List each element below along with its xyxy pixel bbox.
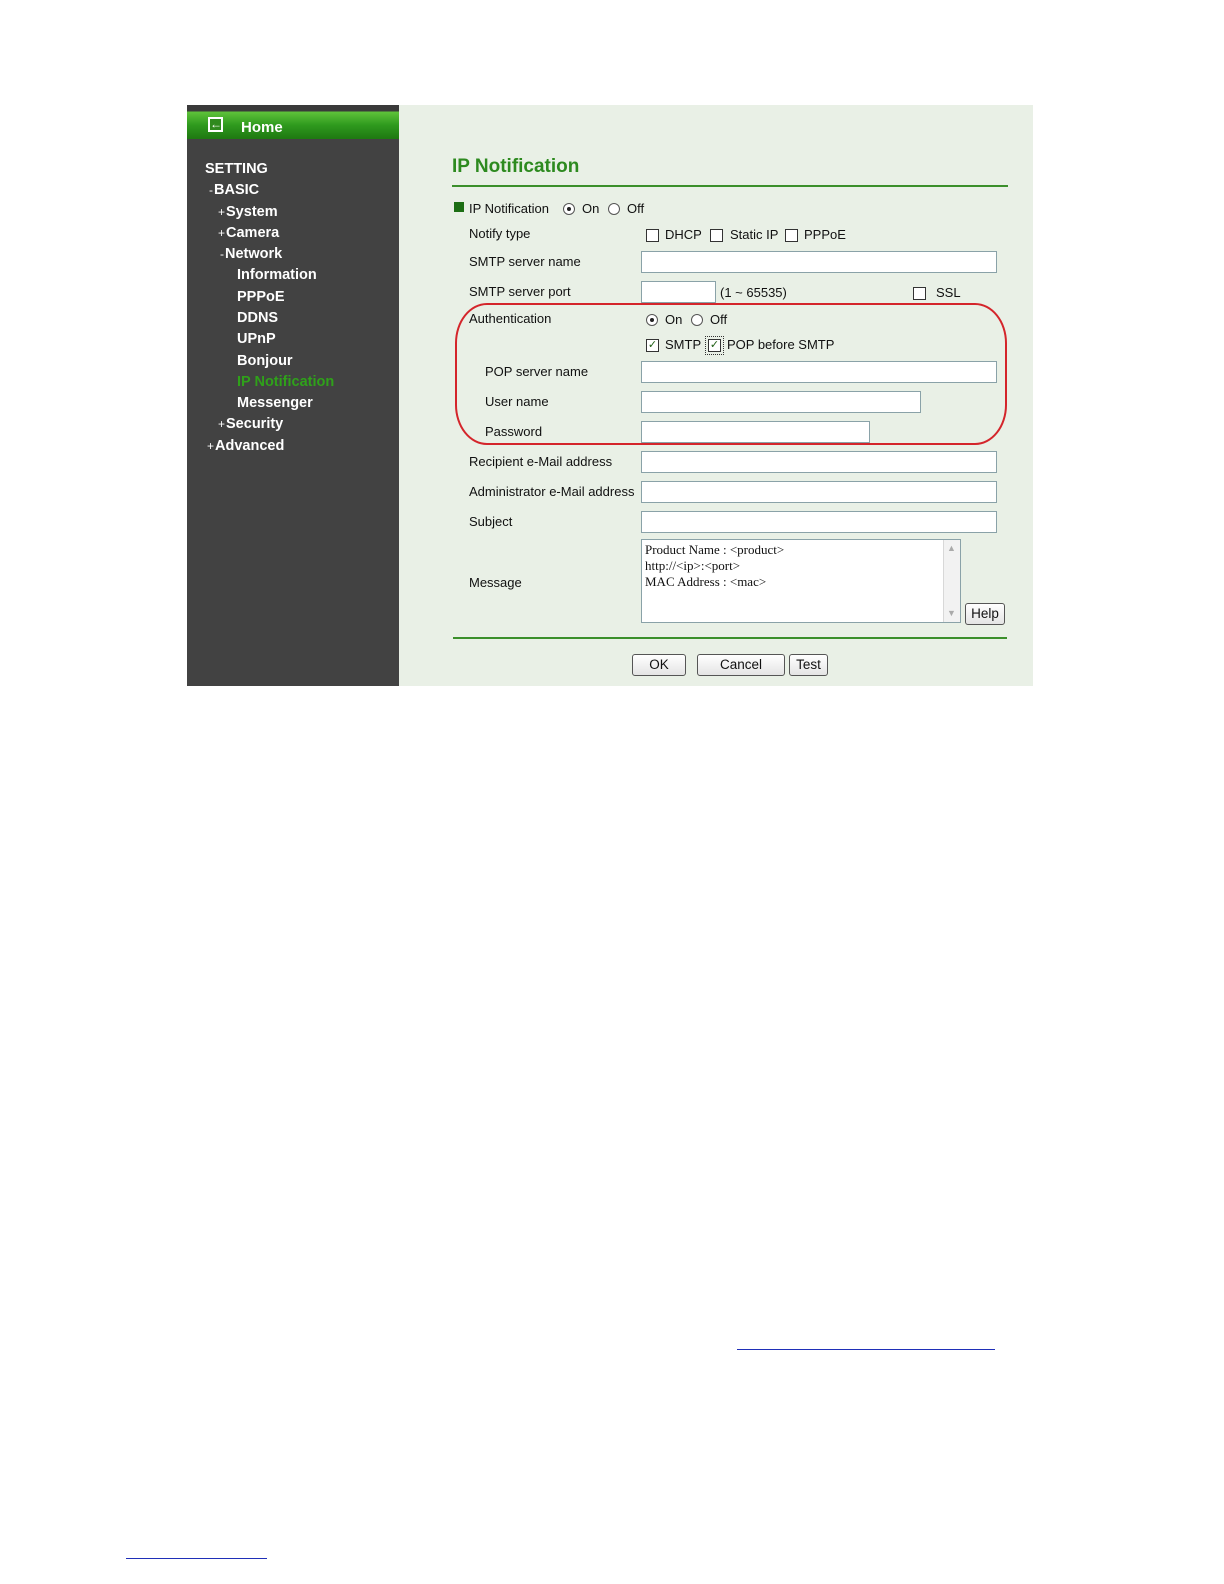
ip-notification-on-label: On — [582, 201, 600, 216]
sidebar-item-network[interactable]: -Network — [220, 246, 283, 262]
authentication-on-label: On — [665, 312, 683, 327]
sidebar-item-security[interactable]: +Security — [218, 416, 284, 432]
scroll-up-icon[interactable]: ▲ — [947, 543, 956, 553]
pppoe-checkbox[interactable] — [785, 229, 798, 242]
smtp-server-port-field[interactable] — [641, 281, 716, 303]
sidebar-item-advanced[interactable]: +Advanced — [207, 438, 285, 454]
sidebar-item-system[interactable]: +System — [218, 204, 278, 220]
authentication-label: Authentication — [469, 311, 552, 326]
recipient-email-field[interactable] — [641, 451, 997, 473]
ssl-checkbox[interactable] — [913, 287, 926, 300]
setting-heading: SETTING — [205, 161, 268, 177]
ok-button[interactable]: OK — [632, 654, 686, 676]
pop-before-smtp-label: POP before SMTP — [727, 337, 835, 352]
password-label: Password — [485, 424, 543, 439]
sidebar-item-pppoe[interactable]: PPPoE — [237, 289, 285, 305]
dhcp-checkbox[interactable] — [646, 229, 659, 242]
ssl-label: SSL — [936, 285, 961, 300]
sidebar-item-information[interactable]: Information — [237, 267, 317, 283]
ip-notification-on-radio[interactable] — [563, 203, 575, 215]
smtp-auth-label: SMTP — [665, 337, 702, 352]
smtp-auth-checkbox[interactable]: ✓ — [647, 339, 658, 351]
authentication-highlight-circle — [455, 303, 1007, 445]
cancel-button[interactable]: Cancel — [697, 654, 785, 676]
static-ip-checkbox[interactable] — [710, 229, 723, 242]
ip-notification-label: IP Notification — [469, 201, 549, 216]
subject-field[interactable] — [641, 511, 997, 533]
back-arrow-icon: ← — [210, 117, 222, 131]
recipient-email-label: Recipient e-Mail address — [469, 454, 613, 469]
smtp-server-name-label: SMTP server name — [469, 254, 581, 269]
test-button[interactable]: Test — [789, 654, 828, 676]
sidebar-item-ip-notification[interactable]: IP Notification — [237, 374, 335, 390]
bottom-divider — [453, 637, 1007, 639]
authentication-off-label: Off — [710, 312, 728, 327]
home-label: Home — [241, 119, 283, 136]
smtp-server-port-label: SMTP server port — [469, 284, 571, 299]
sidebar-item-upnp[interactable]: UPnP — [237, 331, 276, 347]
sidebar-item-messenger[interactable]: Messenger — [237, 395, 313, 411]
admin-email-field[interactable] — [641, 481, 997, 503]
static-ip-label: Static IP — [730, 227, 779, 242]
page-title: IP Notification — [452, 156, 580, 177]
footer-link-underline[interactable] — [126, 1558, 267, 1559]
section-bullet-icon — [454, 202, 464, 212]
message-textarea[interactable] — [641, 539, 961, 623]
ip-camera-settings-screenshot — [187, 105, 1033, 686]
dhcp-label: DHCP — [665, 227, 702, 242]
title-divider — [452, 185, 1008, 187]
notify-type-label: Notify type — [469, 226, 531, 241]
sidebar-item-bonjour[interactable]: Bonjour — [237, 353, 293, 369]
message-label: Message — [469, 575, 522, 590]
ip-notification-off-radio[interactable] — [608, 203, 620, 215]
help-button[interactable]: Help — [965, 603, 1005, 625]
home-link[interactable] — [187, 105, 399, 139]
admin-email-label: Administrator e-Mail address — [469, 484, 635, 499]
sidebar — [187, 105, 399, 686]
port-range-hint: (1 ~ 65535) — [720, 285, 787, 300]
page-link-underline[interactable] — [737, 1349, 995, 1350]
sidebar-item-camera[interactable]: +Camera — [218, 225, 280, 241]
message-text: Product Name : <product> http://<ip>:<port> MAC Address : <mac> — [645, 542, 785, 589]
ip-notification-off-label: Off — [627, 201, 645, 216]
message-scrollbar[interactable] — [943, 540, 960, 622]
sidebar-item-ddns[interactable]: DDNS — [237, 310, 279, 326]
sidebar-item-basic[interactable]: -BASIC — [209, 182, 260, 198]
scroll-down-icon[interactable]: ▼ — [947, 608, 956, 618]
pppoe-label: PPPoE — [804, 227, 846, 242]
smtp-server-name-field[interactable] — [641, 251, 997, 273]
pop-server-name-label: POP server name — [485, 364, 589, 379]
pop-before-smtp-checkbox[interactable]: ✓ — [709, 339, 720, 351]
main-content — [399, 105, 1033, 686]
user-name-label: User name — [485, 394, 549, 409]
subject-label: Subject — [469, 514, 513, 529]
